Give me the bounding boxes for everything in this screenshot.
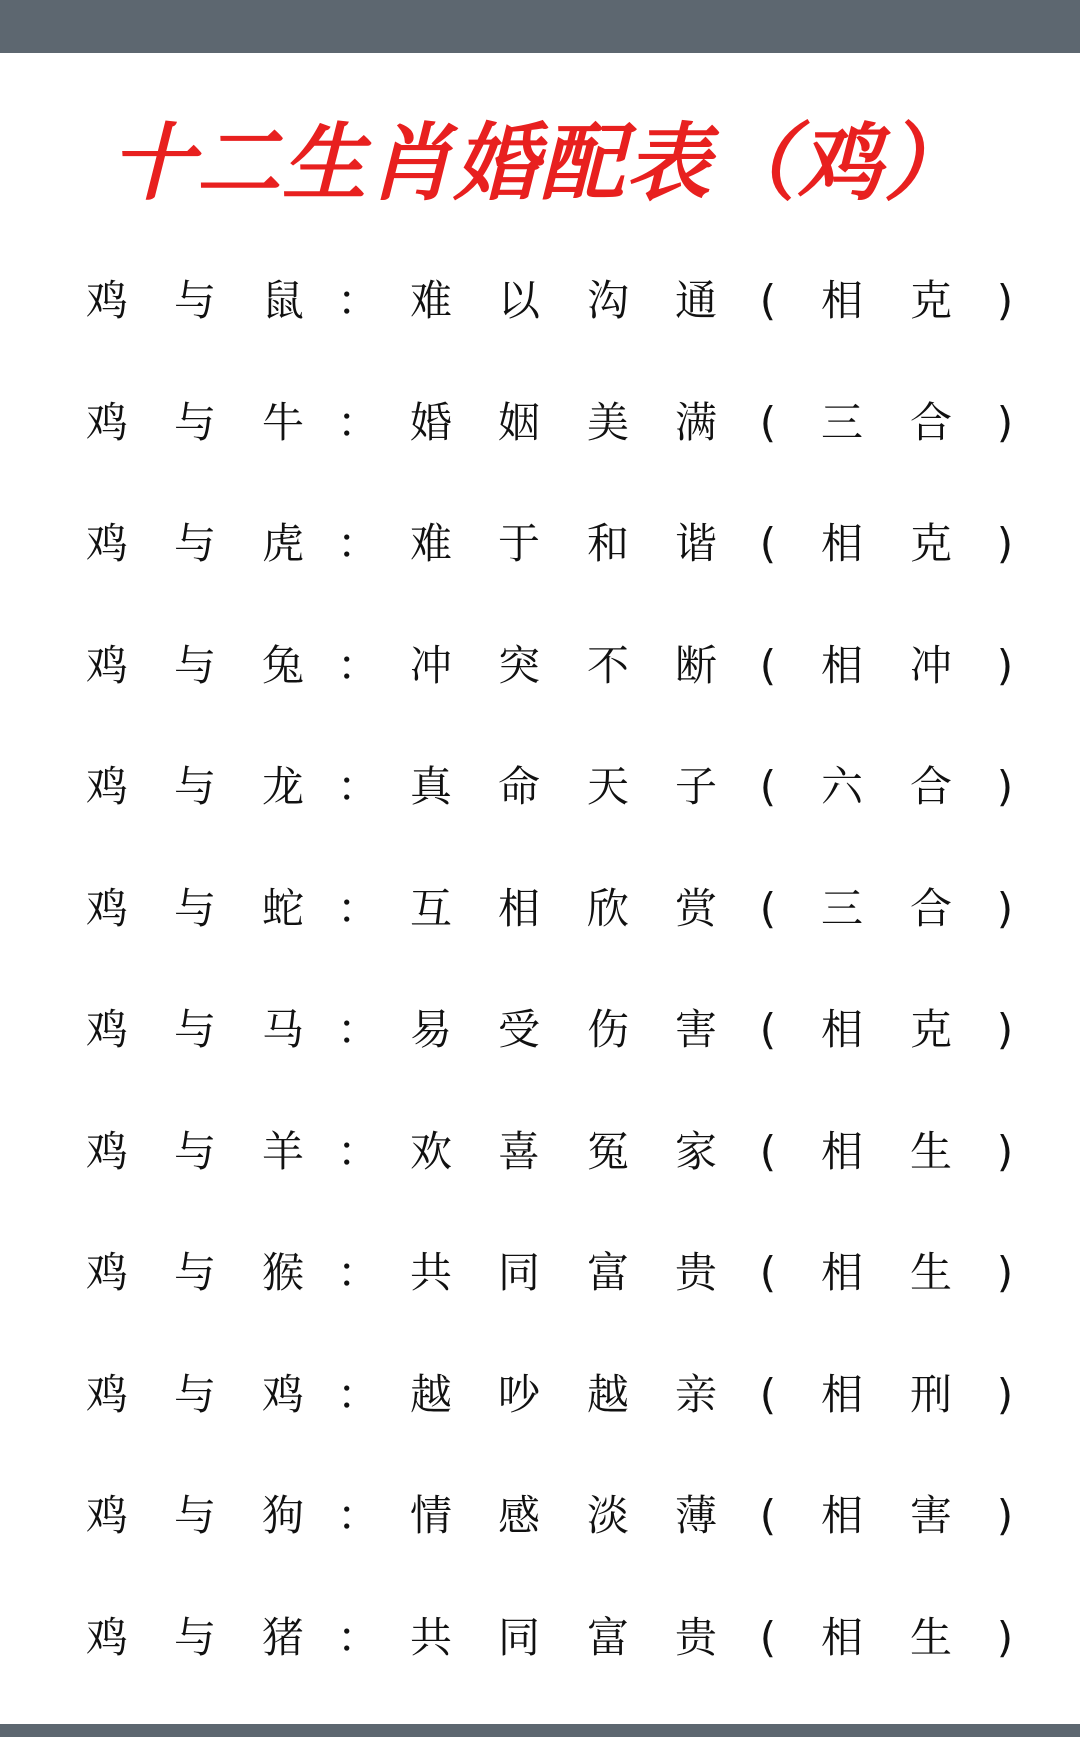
desc-char: 共: [409, 1248, 452, 1297]
top-bar: [0, 0, 1080, 53]
partner-char: 兔: [261, 640, 304, 690]
close-paren: ): [996, 1612, 1014, 1662]
relation-char: 相: [820, 276, 863, 325]
open-paren: (: [759, 640, 777, 690]
desc-char: 贵: [674, 1248, 717, 1297]
desc-char: 亲: [674, 1369, 717, 1419]
with-char: 与: [173, 762, 216, 811]
with-char: 与: [173, 1491, 216, 1540]
desc-char: 难: [409, 519, 452, 568]
relation-char: 相: [820, 1005, 863, 1054]
colon-char: ：: [336, 1005, 379, 1054]
desc-char: 易: [409, 1005, 452, 1054]
close-paren: ): [996, 883, 1014, 933]
table-row: [0, 1577, 1080, 1699]
partner-char: 龙: [261, 762, 304, 811]
desc-char: 家: [674, 1126, 717, 1176]
desc-char: 淡: [586, 1491, 629, 1540]
open-paren: (: [759, 1369, 777, 1419]
desc-char: 富: [586, 1248, 629, 1297]
relation-char: 克: [909, 519, 952, 568]
animal-char: 鸡: [85, 397, 128, 447]
close-paren: ): [996, 640, 1014, 690]
table-row: [0, 605, 1080, 727]
colon-char: ：: [336, 276, 379, 325]
with-char: 与: [173, 640, 216, 690]
open-paren: (: [759, 762, 777, 811]
open-paren: (: [759, 397, 777, 447]
desc-char: 通: [674, 276, 717, 325]
desc-char: 同: [497, 1248, 540, 1297]
desc-char: 富: [586, 1612, 629, 1662]
partner-char: 猪: [261, 1612, 304, 1662]
desc-char: 吵: [497, 1369, 540, 1419]
animal-char: 鸡: [85, 1126, 128, 1176]
desc-char: 突: [497, 640, 540, 690]
partner-char: 狗: [261, 1491, 304, 1540]
with-char: 与: [173, 397, 216, 447]
relation-char: 生: [909, 1612, 952, 1662]
relation-char: 克: [909, 276, 952, 325]
colon-char: ：: [336, 762, 379, 811]
animal-char: 鸡: [85, 276, 128, 325]
open-paren: (: [759, 1491, 777, 1540]
close-paren: ): [996, 1248, 1014, 1297]
close-paren: ): [996, 762, 1014, 811]
desc-char: 和: [586, 519, 629, 568]
table-row: [0, 726, 1080, 848]
table-row: [0, 1455, 1080, 1577]
relation-char: 害: [909, 1491, 952, 1540]
with-char: 与: [173, 1612, 216, 1662]
relation-char: 相: [820, 1248, 863, 1297]
relation-char: 冲: [909, 640, 952, 690]
animal-char: 鸡: [85, 1005, 128, 1054]
table-row: [0, 362, 1080, 484]
animal-char: 鸡: [85, 1491, 128, 1540]
desc-char: 难: [409, 276, 452, 325]
relation-char: 刑: [909, 1369, 952, 1419]
relation-char: 相: [820, 1491, 863, 1540]
relation-char: 相: [820, 1126, 863, 1176]
relation-char: 生: [909, 1248, 952, 1297]
desc-char: 子: [674, 762, 717, 811]
open-paren: (: [759, 1126, 777, 1176]
close-paren: ): [996, 1126, 1014, 1176]
partner-char: 蛇: [261, 883, 304, 933]
desc-char: 受: [497, 1005, 540, 1054]
colon-char: ：: [336, 1491, 379, 1540]
desc-char: 于: [497, 519, 540, 568]
animal-char: 鸡: [85, 519, 128, 568]
desc-char: 断: [674, 640, 717, 690]
colon-char: ：: [336, 1369, 379, 1419]
close-paren: ): [996, 1369, 1014, 1419]
with-char: 与: [173, 1369, 216, 1419]
close-paren: ): [996, 1491, 1014, 1540]
relation-char: 相: [820, 1369, 863, 1419]
desc-char: 越: [409, 1369, 452, 1419]
desc-char: 以: [497, 276, 540, 325]
desc-char: 越: [586, 1369, 629, 1419]
desc-char: 真: [409, 762, 452, 811]
animal-char: 鸡: [85, 1369, 128, 1419]
pairing-table: [0, 240, 1080, 1698]
desc-char: 贵: [674, 1612, 717, 1662]
desc-char: 沟: [586, 276, 629, 325]
colon-char: ：: [336, 519, 379, 568]
with-char: 与: [173, 1005, 216, 1054]
table-row: [0, 240, 1080, 362]
colon-char: ：: [336, 1612, 379, 1662]
relation-char: 克: [909, 1005, 952, 1054]
desc-char: 共: [409, 1612, 452, 1662]
with-char: 与: [173, 883, 216, 933]
page-title: 十二生肖婚配表（鸡）: [109, 114, 970, 212]
desc-char: 谐: [674, 519, 717, 568]
relation-char: 三: [820, 397, 863, 447]
desc-char: 欣: [586, 883, 629, 933]
relation-char: 生: [909, 1126, 952, 1176]
with-char: 与: [173, 519, 216, 568]
colon-char: ：: [336, 883, 379, 933]
relation-char: 合: [909, 762, 952, 811]
desc-char: 姻: [497, 397, 540, 447]
desc-char: 冤: [586, 1126, 629, 1176]
desc-char: 婚: [409, 397, 452, 447]
table-row: [0, 1334, 1080, 1456]
colon-char: ：: [336, 1248, 379, 1297]
desc-char: 天: [586, 762, 629, 811]
with-char: 与: [173, 1248, 216, 1297]
animal-char: 鸡: [85, 762, 128, 811]
desc-char: 感: [497, 1491, 540, 1540]
relation-char: 合: [909, 397, 952, 447]
partner-char: 猴: [261, 1248, 304, 1297]
open-paren: (: [759, 1005, 777, 1054]
open-paren: (: [759, 1612, 777, 1662]
desc-char: 美: [586, 397, 629, 447]
partner-char: 牛: [261, 397, 304, 447]
desc-char: 喜: [497, 1126, 540, 1176]
desc-char: 薄: [674, 1491, 717, 1540]
table-row: [0, 848, 1080, 970]
colon-char: ：: [336, 640, 379, 690]
desc-char: 伤: [586, 1005, 629, 1054]
partner-char: 羊: [261, 1126, 304, 1176]
relation-char: 六: [820, 762, 863, 811]
partner-char: 马: [261, 1005, 304, 1054]
open-paren: (: [759, 276, 777, 325]
animal-char: 鸡: [85, 640, 128, 690]
desc-char: 冲: [409, 640, 452, 690]
desc-char: 欢: [409, 1126, 452, 1176]
close-paren: ): [996, 397, 1014, 447]
table-row: [0, 483, 1080, 605]
desc-char: 同: [497, 1612, 540, 1662]
relation-char: 合: [909, 883, 952, 933]
table-row: [0, 1091, 1080, 1213]
desc-char: 赏: [674, 883, 717, 933]
with-char: 与: [173, 276, 216, 325]
open-paren: (: [759, 883, 777, 933]
desc-char: 相: [497, 883, 540, 933]
close-paren: ): [996, 1005, 1014, 1054]
bottom-bar: [0, 1724, 1080, 1737]
desc-char: 满: [674, 397, 717, 447]
colon-char: ：: [336, 1126, 379, 1176]
colon-char: ：: [336, 397, 379, 447]
partner-char: 虎: [261, 519, 304, 568]
relation-char: 相: [820, 640, 863, 690]
relation-char: 相: [820, 519, 863, 568]
table-row: [0, 969, 1080, 1091]
animal-char: 鸡: [85, 1248, 128, 1297]
open-paren: (: [759, 1248, 777, 1297]
animal-char: 鸡: [85, 883, 128, 933]
animal-char: 鸡: [85, 1612, 128, 1662]
table-row: [0, 1212, 1080, 1334]
desc-char: 互: [409, 883, 452, 933]
open-paren: (: [759, 519, 777, 568]
desc-char: 命: [497, 762, 540, 811]
close-paren: ): [996, 519, 1014, 568]
desc-char: 情: [409, 1491, 452, 1540]
relation-char: 三: [820, 883, 863, 933]
relation-char: 相: [820, 1612, 863, 1662]
partner-char: 鸡: [261, 1369, 304, 1419]
desc-char: 不: [586, 640, 629, 690]
close-paren: ): [996, 276, 1014, 325]
desc-char: 害: [674, 1005, 717, 1054]
with-char: 与: [173, 1126, 216, 1176]
partner-char: 鼠: [261, 276, 304, 325]
